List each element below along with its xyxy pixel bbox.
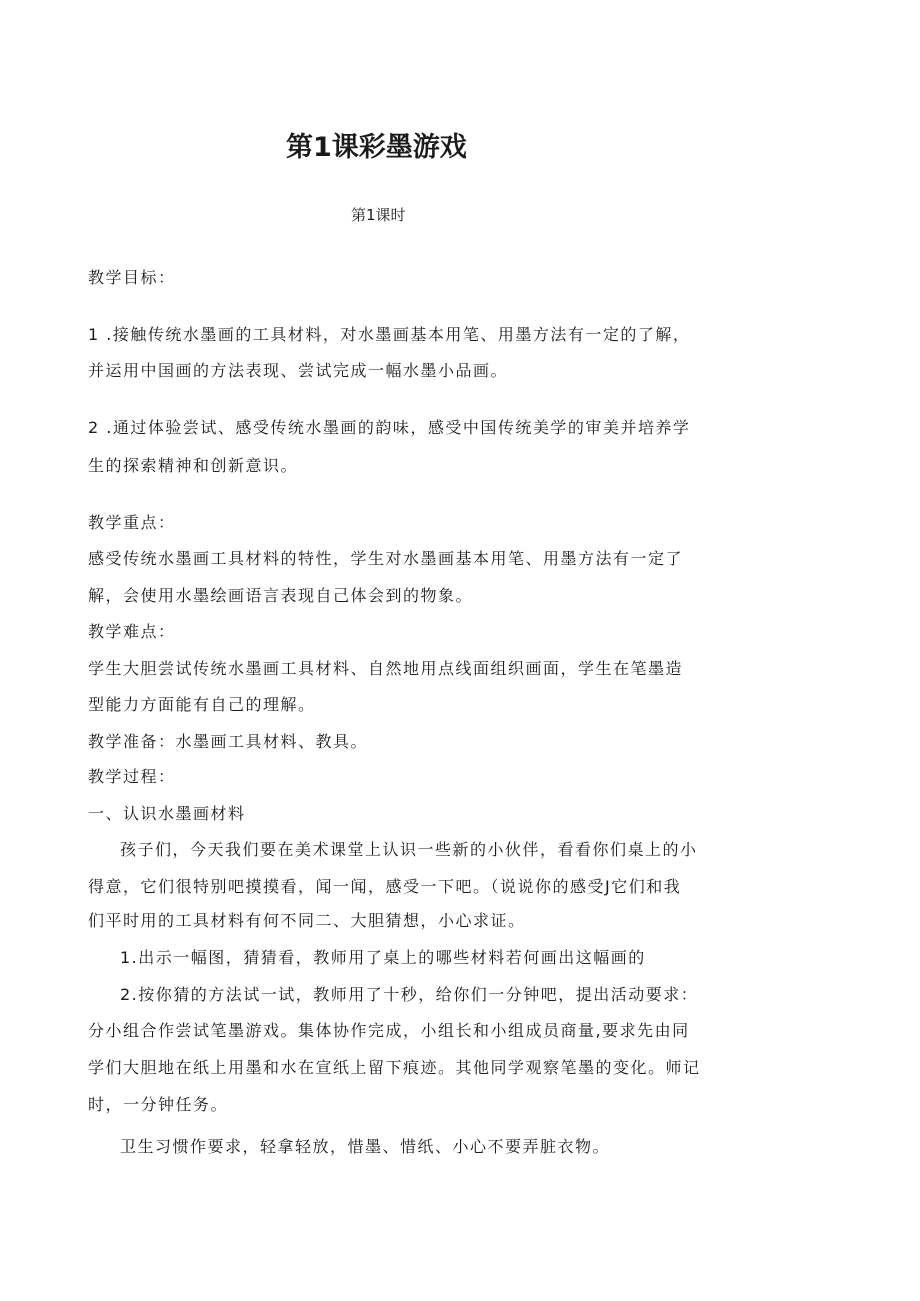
- activity-item-2-line-4: 时，一分钟任务。: [88, 1095, 229, 1114]
- difficulties-line-1: 学生大胆尝试传统水墨画工具材料、自然地用点线面组织画面，学生在笔墨造: [88, 659, 684, 678]
- section-heading-process: 教学过程：: [88, 767, 176, 786]
- activity-item-2-line-3: 学们大胆地在纸上用墨和水在宣纸上留下痕迹。其他同学观察笔墨的变化。师记: [88, 1058, 701, 1077]
- objective-2-line-2: 生的探索精神和创新意识。: [88, 456, 299, 475]
- objective-1-line-1: 1 .接触传统水墨画的工具材料，对水墨画基本用笔、用墨方法有一定的了解，: [88, 325, 691, 344]
- key-points-line-2: 解，会使用水墨绘画语言表现自己体会到的物象。: [88, 586, 474, 605]
- section-heading-key-points: 教学重点：: [88, 513, 176, 532]
- hygiene-requirement-line: 卫生习惯作要求，轻拿轻放，惜墨、惜纸、小心不要弄脏衣物。: [120, 1137, 611, 1156]
- key-points-line-1: 感受传统水墨画工具材料的特性，学生对水墨画基本用笔、用墨方法有一定了: [88, 549, 684, 568]
- document-title: 第1课彩墨游戏: [286, 132, 467, 163]
- objective-2-line-1: 2 .通过体验尝试、感受传统水墨画的韵味，感受中国传统美学的审美并培养学: [88, 418, 691, 437]
- lesson-subtitle: 第1课时: [351, 206, 406, 224]
- process-step-1-heading: 一、认识水墨画材料: [88, 804, 246, 823]
- paragraph-1-line-1: 孩子们，今天我们要在美术课堂上认识一些新的小伙伴，看看你们桌上的小: [120, 840, 698, 859]
- activity-item-1: 1.出示一幅图，猜猜看，教师用了桌上的哪些材料若何画出这幅画的: [120, 948, 646, 967]
- section-heading-objectives: 教学目标：: [88, 268, 176, 287]
- activity-item-2-line-1: 2.按你猜的方法试一试，教师用了十秒，给你们一分钟吧，提出活动要求：: [120, 985, 699, 1004]
- activity-item-2-line-2: 分小组合作尝试笔墨游戏。集体协作完成，小组长和小组成员商量,要求先由同: [88, 1021, 690, 1040]
- preparation-line: 教学准备：水墨画工具材料、教具。: [88, 732, 369, 751]
- paragraph-1-line-2: 得意，它们很特别吧摸摸看，闻一闻，感受一下吧。（说说你的感受J它们和我: [88, 877, 682, 896]
- section-heading-difficulties: 教学难点：: [88, 622, 176, 641]
- paragraph-1-line-3: 们平时用的工具材料有何不同二、大胆猜想，小心求证。: [88, 911, 526, 930]
- difficulties-line-2: 型能力方面能有自己的理解。: [88, 695, 316, 714]
- objective-1-line-2: 并运用中国画的方法表现、尝试完成一幅水墨小品画。: [88, 361, 509, 380]
